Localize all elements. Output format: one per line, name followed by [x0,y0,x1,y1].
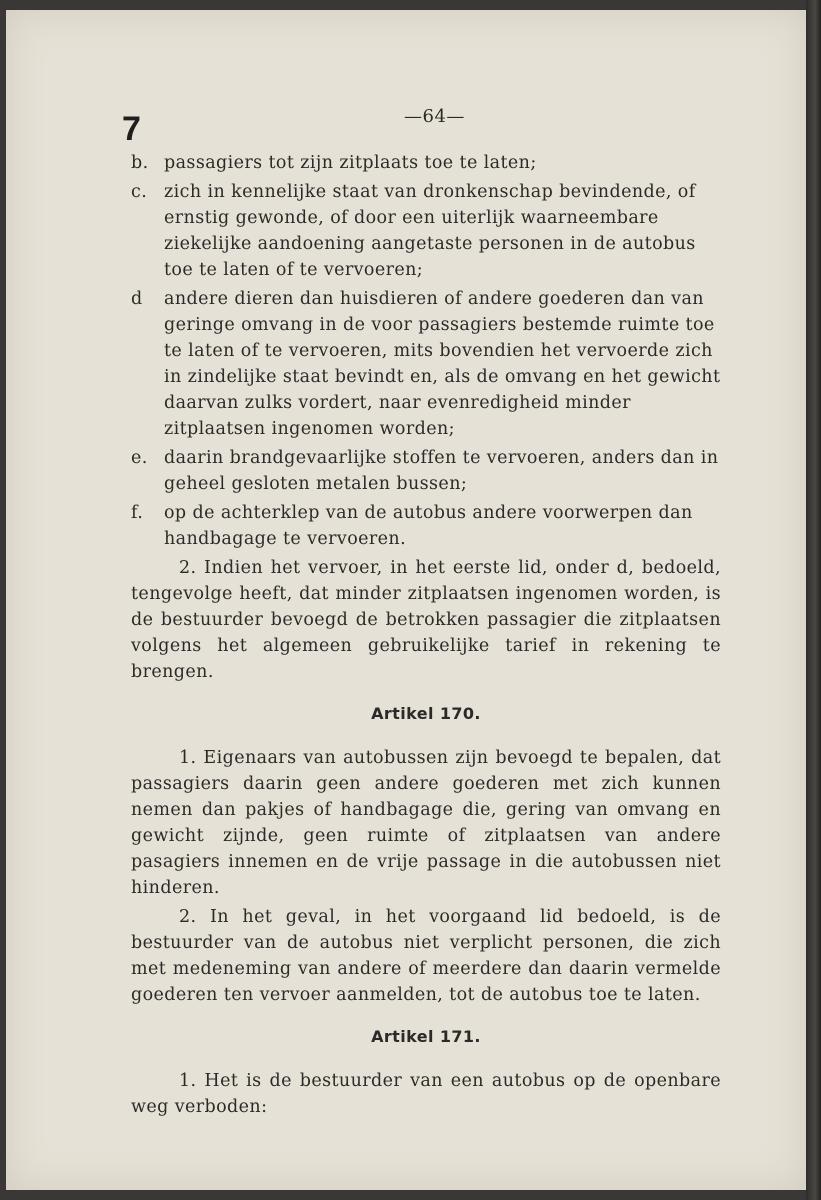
paragraph-170-1: 1. Eigenaars van autobussen zijn bevoegd te bepalen, dat passagiers daarin geen andere goederen met zich kunnen nemen dan pakjes of handbagage die, gering van omvang en gewicht zijnde, geen ruimte of zitplaatsen van andere pasagiers innemen en de vrije passage in die autobussen niet hinderen. [131,748,721,898]
list-item-text: zich in kennelijke staat van dronkenschap bevindende, of ernstig gewonde, of door een uiterlijk waarneembare ziekelijke aandoening aangetaste personen in de autobus toe te laten of te vervoeren; [164,182,696,280]
list-item-label: e. [131,448,148,468]
gutter-mark: 7 [122,110,141,148]
document-page [6,10,806,1190]
book-spine-edge [806,0,821,1200]
list-item-text: andere dieren dan huisdieren of andere goederen dan van geringe omvang in de voor passagiers bestemde ruimte toe te laten of te vervoeren, mits bovendien het vervoerde zich in zindelijke staat bevindt en, als de omvang en het gewicht daarvan zulks vordert, naar evenredigheid minder zitplaatsen ingenomen worden; [164,289,721,439]
list-item-label: b. [131,153,149,173]
list-item-label: f. [131,503,144,523]
list-item [131,500,721,552]
list-item [131,286,721,442]
page-number: —64— [404,106,465,127]
list-item-label: d [131,289,143,309]
list-item-text: daarin brandgevaarlijke stoffen te vervoeren, anders dan in geheel gesloten metalen bussen; [164,448,719,494]
body-text [131,150,721,1123]
list-item [131,150,721,176]
list-item-text: passagiers tot zijn zitplaats toe te laten; [164,153,537,173]
paragraph-170-2: 2. In het geval, in het voorgaand lid bedoeld, is de bestuurder van de autobus niet verplicht personen, die zich met medeneming van andere of meerdere dan daarin vermelde goederen ten vervoer aanmelden, tot de autobus toe te laten. [131,907,721,1005]
list-item-label: c. [131,182,148,202]
paragraph-171-1: 1. Het is de bestuurder van een autobus op de openbare weg verboden: [131,1071,721,1117]
paragraph-169-2: 2. Indien het vervoer, in het eerste lid, onder d, bedoeld, tengevolge heeft, dat minder zitplaatsen ingenomen worden, is de bestuurder bevoegd de betrokken passagier die zitplaatsen volgens het algemeen gebruikelijke tarief in rekening te brengen. [131,558,721,682]
list-item-text: op de achterklep van de autobus andere voorwerpen dan handbagage te vervoeren. [164,503,693,549]
article-171-heading: Artikel 171. [371,1027,481,1046]
list-item [131,445,721,497]
article-170-heading: Artikel 170. [371,704,481,723]
list-item [131,179,721,283]
